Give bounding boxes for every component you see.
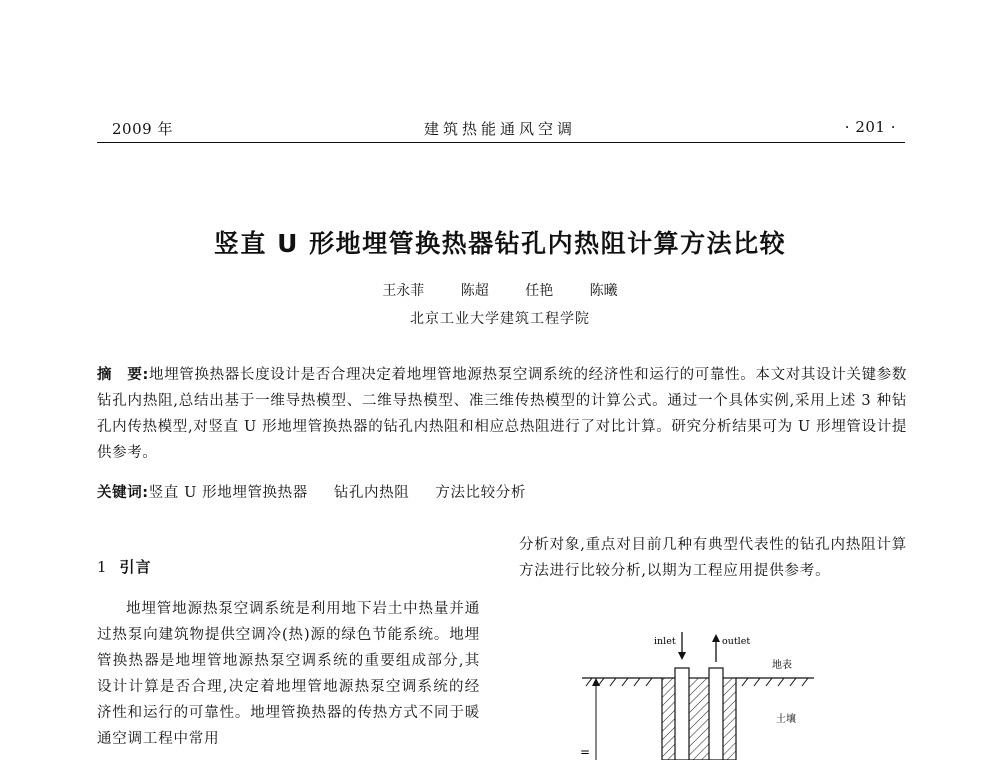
ground-surface-label: 地表 — [772, 660, 792, 671]
section-title: 引言 — [119, 558, 152, 576]
section-number: 1 — [97, 558, 108, 576]
keywords — [97, 480, 907, 506]
keyword: 钻孔内热阻 — [333, 485, 410, 501]
header-journal: 建筑热能通风空调 — [423, 120, 576, 138]
outlet-arrow — [712, 634, 720, 662]
author-list — [0, 280, 1000, 300]
abstract — [97, 362, 907, 466]
author: 王永菲 — [382, 283, 425, 299]
soil-label: 土壤 — [776, 714, 796, 725]
inlet-label: inlet — [654, 636, 676, 647]
section-heading — [97, 556, 152, 577]
abstract-text: 地埋管换热器长度设计是否合理决定着地埋管地源热泵空调系统的经济性和运行的可靠性。本文对其设计关键参数钻孔内热阻,总结出基于一维导热模型、二维导热模型、准三维传热模型的计算公式。通过一个具体实例,采用上述 3 种钻孔内传热模型,对竖直 U 形地埋管换热器的钻孔内热阻和相应总热阻进行了对比计算。研究分析结果可为 U 形埋管设计提供参考。 — [97, 367, 907, 461]
keyword: 方法比较分析 — [435, 485, 526, 501]
keywords-label: 关键词: — [97, 485, 149, 501]
paper-title: 竖直 U 形地埋管换热器钻孔内热阻计算方法比较 — [213, 229, 787, 258]
depth-dimension — [592, 678, 600, 760]
header-rule — [97, 142, 905, 143]
author: 陈曦 — [589, 283, 618, 299]
header-year: 2009 年 — [112, 120, 173, 138]
outlet-label: outlet — [722, 636, 751, 647]
u-tube-inlet-leg — [675, 668, 689, 760]
keyword: 竖直 U 形地埋管换热器 — [148, 485, 308, 501]
abstract-label: 摘 要: — [97, 367, 149, 383]
header-page-number: · 201 · — [844, 118, 896, 136]
inlet-arrow — [678, 632, 686, 660]
author: 任艳 — [525, 283, 554, 299]
borehole — [662, 668, 736, 760]
borehole-diagram — [570, 628, 820, 760]
affiliation: 北京工业大学建筑工程学院 — [410, 311, 590, 327]
left-mark: = — [580, 745, 591, 759]
u-tube-outlet-leg — [709, 668, 723, 760]
body-paragraph-right: 分析对象,重点对目前几种有典型代表性的钻孔内热阻计算方法进行比较分析,以期为工程应用提供参考。 — [519, 537, 907, 579]
author: 陈超 — [460, 283, 489, 299]
body-paragraph-left: 地埋管地源热泵空调系统是利用地下岩土中热量并通过热泵向建筑物提供空调冷(热)源的绿色节能系统。地埋管换热器是地埋管地源热泵空调系统的重要组成部分,其设计计算是否合理,决定着地埋管地源热泵空调系统的经济性和运行的可靠性。地埋管换热器的传热方式不同于暖通空调工程中常用 — [97, 601, 480, 747]
